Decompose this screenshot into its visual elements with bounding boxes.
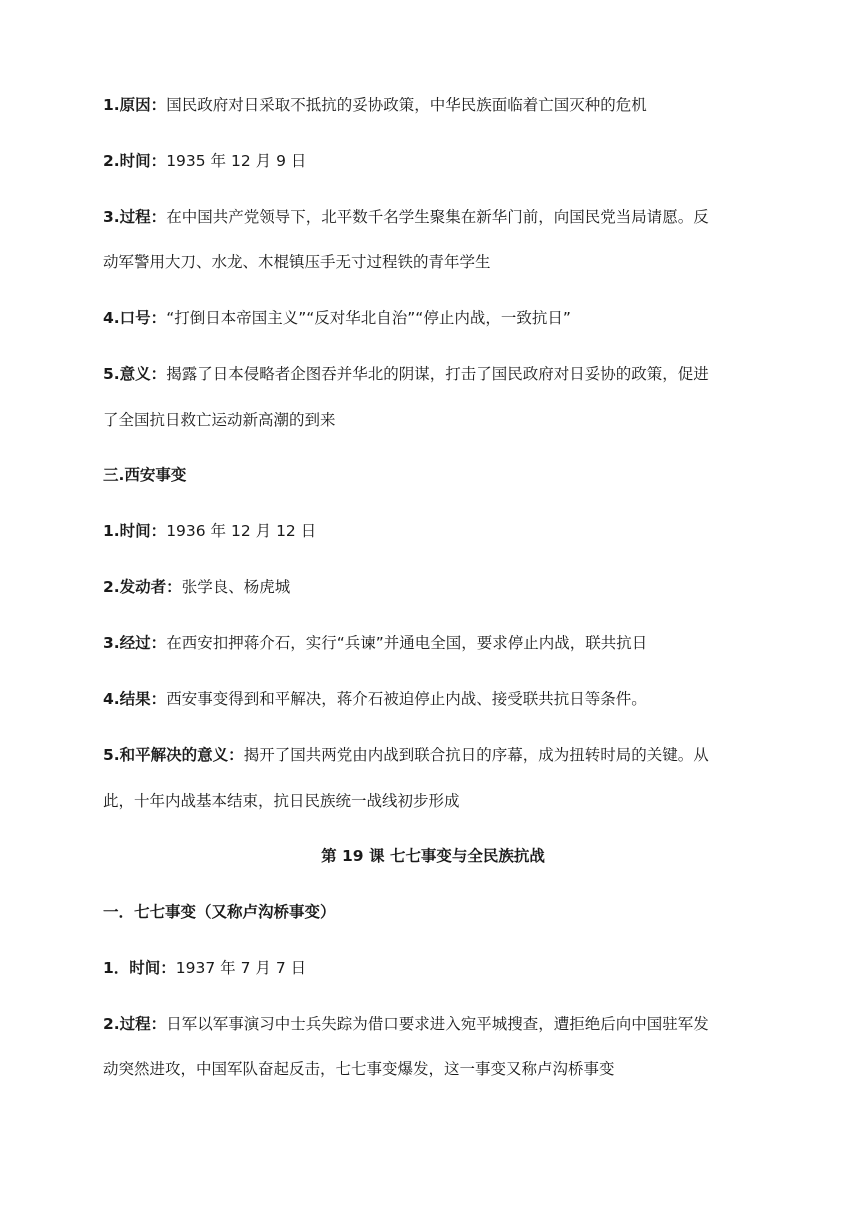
paragraph-label: 2.时间： xyxy=(103,152,167,170)
paragraph-time xyxy=(103,958,306,978)
paragraph-label: 2.发动者： xyxy=(103,578,182,596)
paragraph-text: 国民政府对日采取不抵抗的妥协政策，中华民族面临着亡国灭种的危机 xyxy=(166,96,647,114)
paragraph-process-continued: 动突然进攻，中国军队奋起反击，七七事变爆发，这一事变又称卢沟桥事变 xyxy=(103,1060,615,1078)
paragraph-peaceful-resolution xyxy=(103,745,709,765)
paragraph-process xyxy=(103,1014,709,1034)
paragraph-text: 1936 年 12 月 12 日 xyxy=(166,522,317,540)
paragraph-significance xyxy=(103,364,709,384)
paragraph-text: 揭露了日本侵略者企图吞并华北的阴谋，打击了国民政府对日妥协的政策，促进 xyxy=(166,365,709,383)
paragraph-process xyxy=(103,207,709,227)
paragraph-text: 在西安扣押蒋介石，实行“兵谏”并通电全国，要求停止内战，联共抗日 xyxy=(166,634,648,652)
paragraph-cause xyxy=(103,95,647,115)
paragraph-label: 5.和平解决的意义： xyxy=(103,746,244,764)
paragraph-text: 揭开了国共两党由内战到联合抗日的序幕，成为扭转时局的关键。从 xyxy=(243,746,709,764)
paragraph-time xyxy=(103,521,316,541)
paragraph-significance-continued: 了全国抗日救亡运动新高潮的到来 xyxy=(103,411,336,429)
lesson-title: 第 19 课 七七事变与全民族抗战 xyxy=(321,847,545,865)
paragraph-text: 西安事变得到和平解决，蒋介石被迫停止内战、接受联共抗日等条件。 xyxy=(166,690,647,708)
paragraph-text: 在中国共产党领导下，北平数千名学生聚集在新华门前，向国民党当局请愿。反 xyxy=(166,208,709,226)
paragraph-initiators xyxy=(103,577,290,597)
section-heading-marco-polo-bridge: 一．七七事变（又称卢沟桥事变） xyxy=(103,903,336,921)
paragraph-label: 3.经过： xyxy=(103,634,167,652)
paragraph-label: 1．时间： xyxy=(103,959,176,977)
paragraph-label: 4.结果： xyxy=(103,690,167,708)
paragraph-process-continued: 动军警用大刀、水龙、木棍镇压手无寸过程铁的青年学生 xyxy=(103,253,491,271)
paragraph-slogan xyxy=(103,308,571,328)
section-heading-xian-incident: 三.西安事变 xyxy=(103,466,187,484)
paragraph-text: 日军以军事演习中士兵失踪为借口要求进入宛平城搜查，遭拒绝后向中国驻军发 xyxy=(166,1015,709,1033)
paragraph-label: 2.过程： xyxy=(103,1015,167,1033)
paragraph-result xyxy=(103,689,647,709)
paragraph-text: 1935 年 12 月 9 日 xyxy=(166,152,307,170)
paragraph-peaceful-resolution-continued: 此，十年内战基本结束，抗日民族统一战线初步形成 xyxy=(103,792,460,810)
paragraph-time xyxy=(103,151,306,171)
paragraph-text: 1937 年 7 月 7 日 xyxy=(175,959,307,977)
paragraph-label: 3.过程： xyxy=(103,208,167,226)
paragraph-label: 4.口号： xyxy=(103,309,167,327)
paragraph-course xyxy=(103,633,647,653)
paragraph-label: 1.原因： xyxy=(103,96,167,114)
paragraph-text: 张学良、杨虎城 xyxy=(181,578,291,596)
paragraph-label: 5.意义： xyxy=(103,365,167,383)
paragraph-label: 1.时间： xyxy=(103,522,167,540)
paragraph-text: “打倒日本帝国主义”“反对华北自治”“停止内战，一致抗日” xyxy=(166,309,571,327)
